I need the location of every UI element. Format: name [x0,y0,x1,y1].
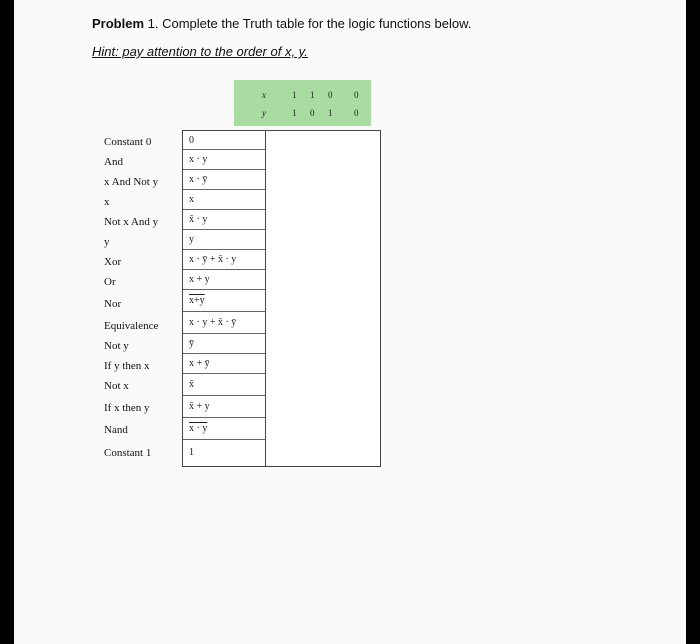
function-label: Nand [104,424,128,436]
function-label: If x then y [104,402,150,414]
function-label: Equivalence [104,320,159,332]
row-divider [183,169,265,170]
expression: x · y [189,423,208,434]
function-label: Not x [104,380,129,392]
problem-text: 1. Complete the Truth table for the logic functions below. [144,16,472,31]
row-divider [183,269,265,270]
function-label: Nor [104,298,122,310]
header-x-value: 0 [354,90,359,100]
function-label: Not y [104,340,129,352]
row-divider [183,395,265,396]
row-divider [183,373,265,374]
row-divider [183,249,265,250]
expression: x + ȳ [189,358,210,369]
function-label: x And Not y [104,176,159,188]
expression: x · ȳ + x̄ · y [189,254,237,265]
function-label: y [104,236,110,248]
expression-column [182,130,266,467]
expression: ȳ [189,338,194,349]
truth-table-answer-area[interactable] [265,130,381,467]
expression: 0 [189,135,194,146]
row-divider [183,189,265,190]
expression: x + y [189,274,210,285]
header-x-label: x [262,90,266,100]
header-row-x [234,86,371,106]
function-label: Not x And y [104,216,159,228]
header-y-value: 1 [292,108,297,118]
problem-statement [92,16,471,31]
function-label: x [104,196,110,208]
row-divider [183,229,265,230]
row-divider [183,209,265,210]
header-x-value: 1 [310,90,315,100]
row-divider [183,289,265,290]
row-divider [183,417,265,418]
expression: y [189,234,194,245]
row-divider [183,149,265,150]
expression: 1 [189,447,194,458]
expression: x̄ · y [189,214,208,225]
expression: x · y [189,154,208,165]
problem-word: Problem [92,16,145,31]
header-y-label: y [262,108,266,118]
function-label: And [104,156,123,168]
header-x-value: 0 [328,90,333,100]
document-page [14,0,686,644]
expression: x+y [189,295,205,306]
expression: x [189,194,194,205]
function-label: Constant 0 [104,136,152,148]
header-y-value: 0 [354,108,359,118]
row-divider [183,311,265,312]
header-y-value: 1 [328,108,333,118]
header-x-value: 1 [292,90,297,100]
function-label: Constant 1 [104,447,152,459]
expression: x · ȳ [189,174,208,185]
expression: x̄ + y [189,401,210,412]
row-divider [183,333,265,334]
row-divider [183,439,265,440]
header-y-value: 0 [310,108,315,118]
expression: x̄ [189,379,194,390]
function-label: Xor [104,256,122,268]
row-divider [183,353,265,354]
header-row-y [234,104,371,124]
expression: x · y + x̄ · ȳ [189,317,237,328]
function-label: Or [104,276,116,288]
truth-table-header [234,80,371,126]
function-label: If y then x [104,360,150,372]
hint-text: Hint: pay attention to the order of x, y. [92,44,308,59]
